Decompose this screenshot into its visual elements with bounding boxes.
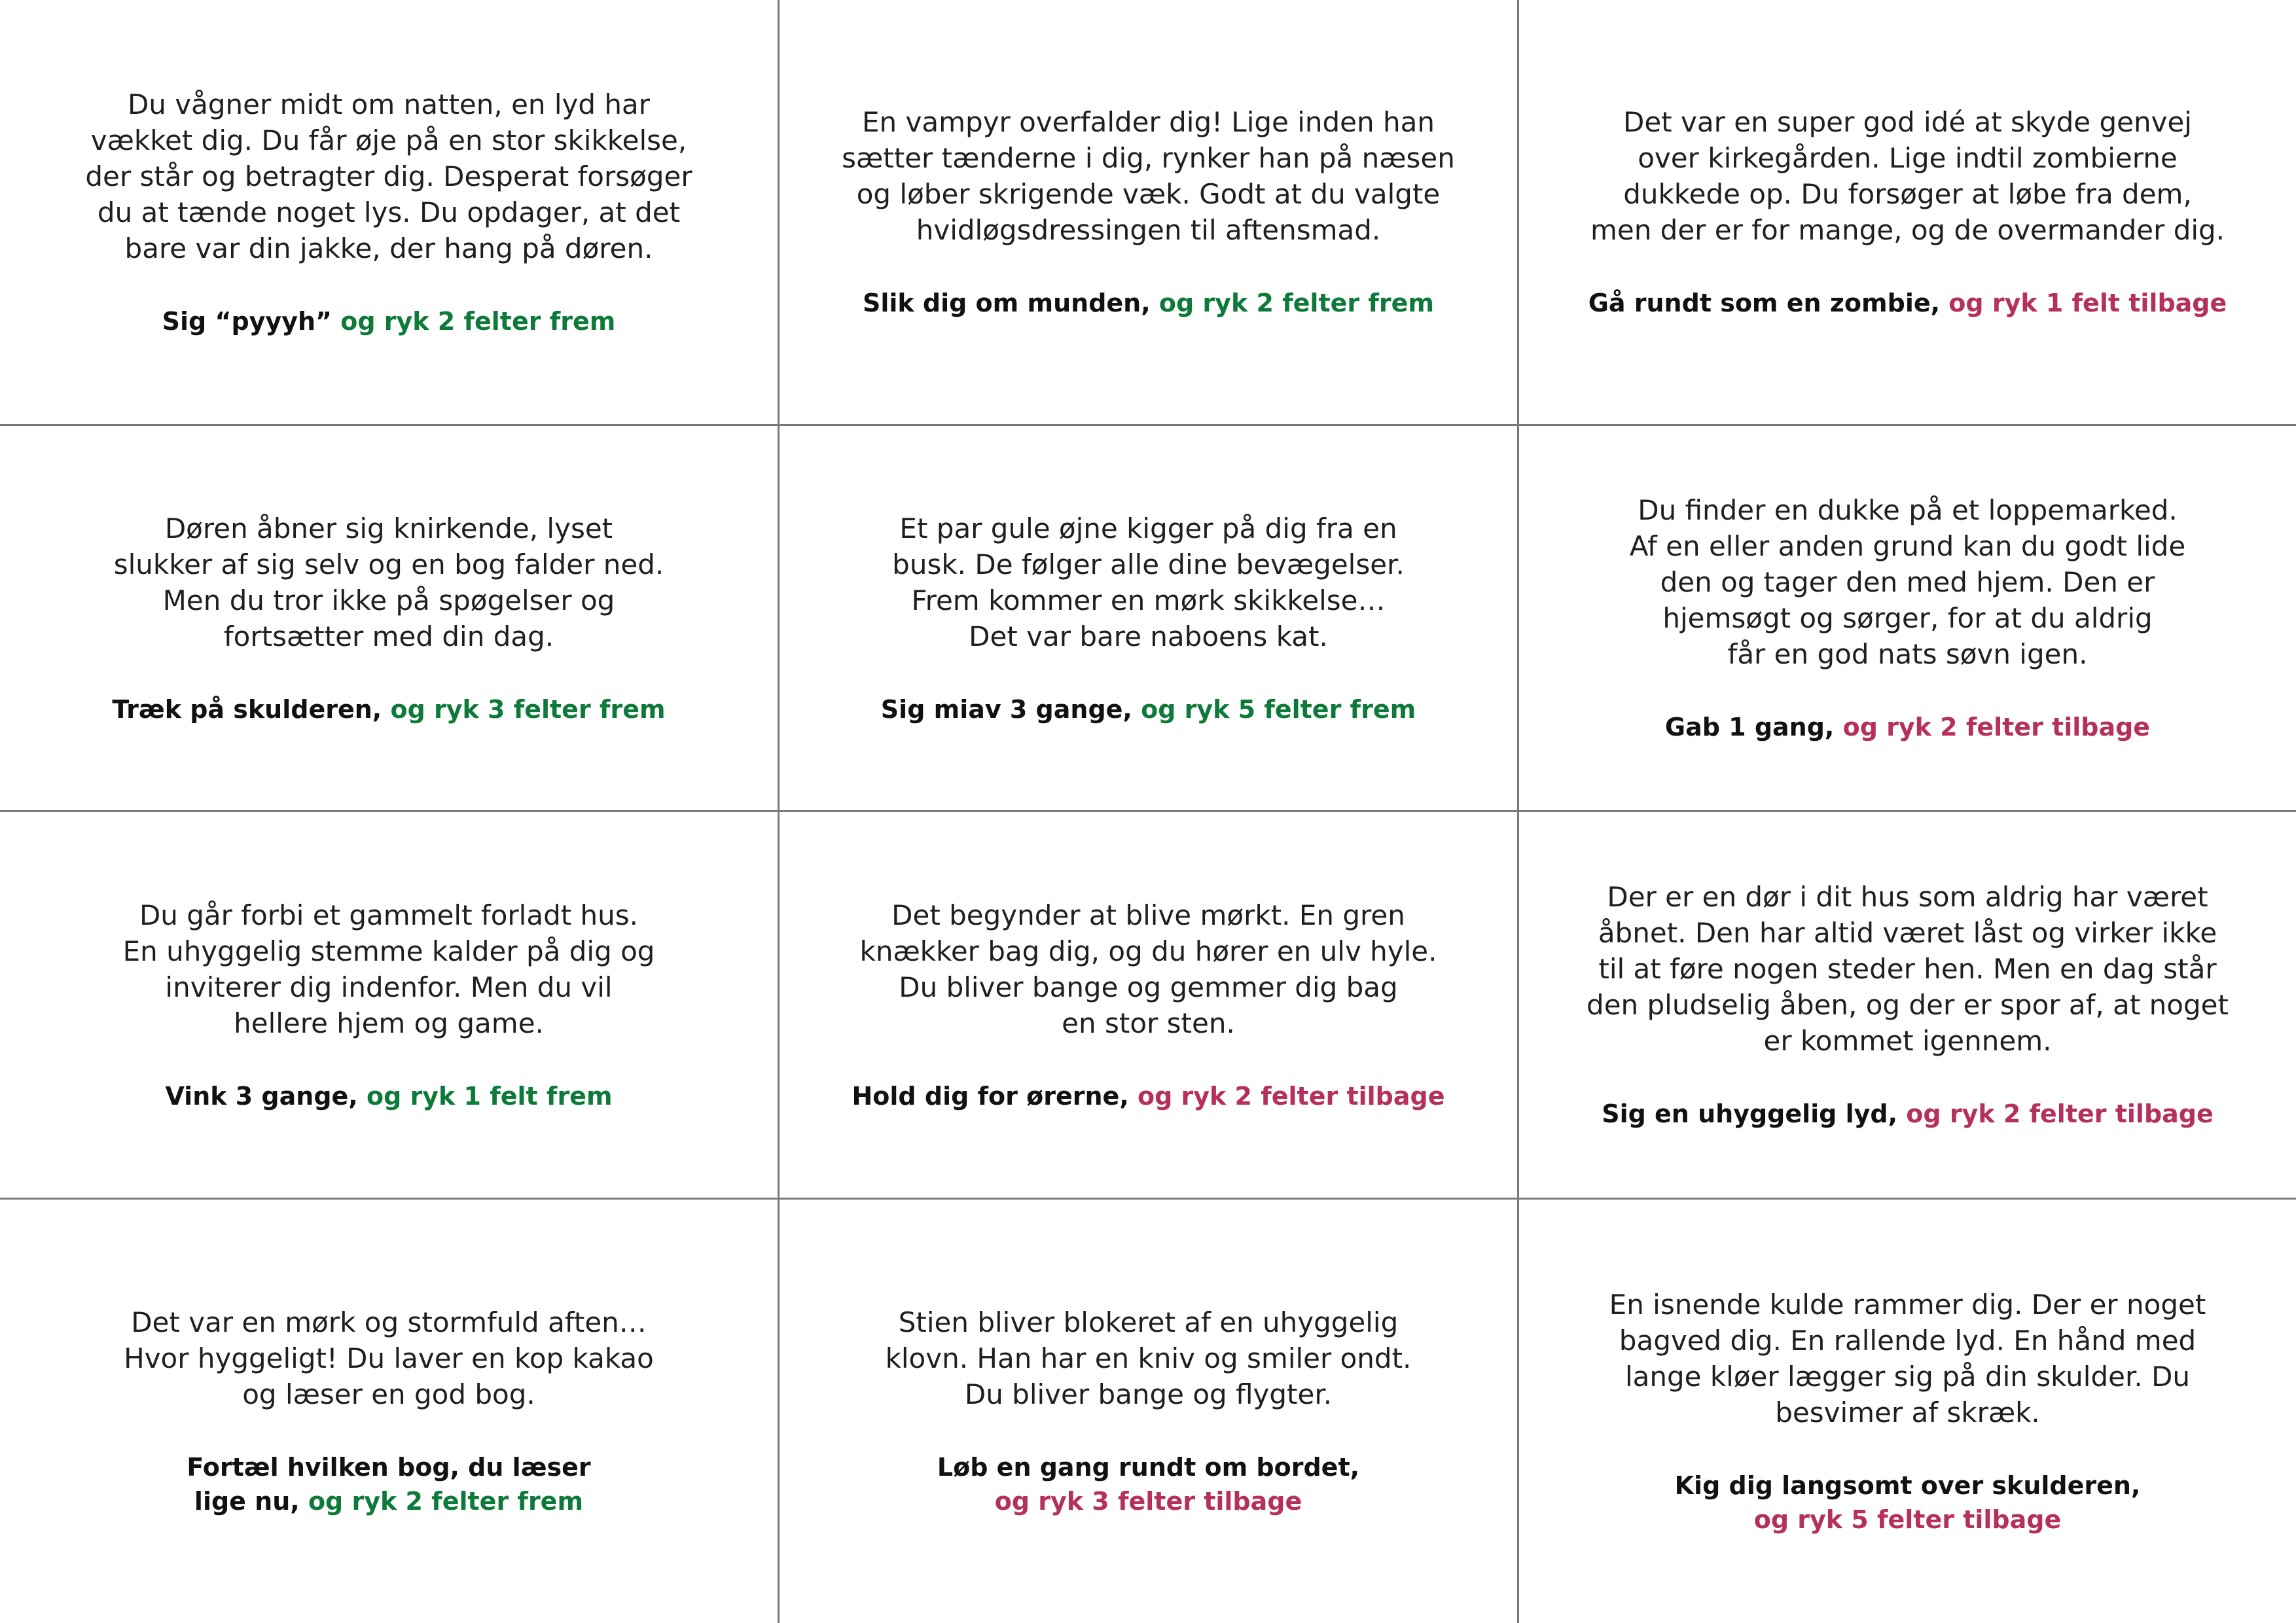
card-content — [1519, 104, 2296, 320]
move-forward-text: og ryk 1 felt frem — [366, 1081, 613, 1111]
card — [0, 426, 778, 810]
card-story — [0, 1304, 778, 1412]
story-line: Det var en super god idé at skyde genvej — [1623, 106, 2192, 138]
card-content — [780, 1304, 1517, 1518]
story-line: bare var din jakke, der hang på døren. — [124, 232, 653, 264]
story-line: Det var en mørk og stormfuld aften… — [131, 1306, 647, 1338]
move-forward-text: og ryk 2 felter frem — [308, 1487, 584, 1516]
story-line: men der er for mange, og de overmander dig. — [1590, 214, 2225, 246]
card-content — [0, 86, 778, 338]
story-line: En vampyr overfalder dig! Lige inden han — [862, 106, 1435, 138]
card — [1519, 0, 2296, 424]
story-line: og løber skrigende væk. Godt at du valgte — [856, 178, 1441, 210]
story-line: Du bliver bange og flygter. — [964, 1378, 1333, 1410]
card-story — [1519, 492, 2296, 672]
task-text: Hold dig for ørerne, — [852, 1081, 1138, 1111]
card-content — [0, 510, 778, 726]
card — [1519, 426, 2296, 810]
story-line: En uhyggelig stemme kalder på dig og — [122, 935, 655, 967]
story-line: dukkede op. Du forsøger at løbe fra dem, — [1623, 178, 2192, 210]
move-back-text: og ryk 2 felter tilbage — [1906, 1099, 2214, 1128]
card-story — [0, 510, 778, 654]
card-instruction — [0, 304, 778, 338]
card-instruction — [780, 692, 1517, 726]
card-instruction — [0, 1079, 778, 1113]
instruction-line — [0, 1484, 778, 1518]
move-back-text: og ryk 2 felter tilbage — [1842, 713, 2151, 741]
card-instruction — [1519, 286, 2296, 320]
card-instruction — [1519, 710, 2296, 744]
instruction-line — [0, 692, 778, 726]
task-text: Løb en gang rundt om bordet, — [937, 1453, 1360, 1482]
instruction-line — [1519, 1503, 2296, 1537]
story-line: over kirkegården. Lige indtil zombierne — [1638, 142, 2178, 174]
card — [780, 426, 1517, 810]
task-text: Træk på skulderen, — [112, 694, 391, 724]
story-line: fortsætter med din dag. — [223, 620, 554, 652]
instruction-line — [1519, 1469, 2296, 1503]
card-story — [780, 104, 1517, 248]
story-line: Du finder en dukke på et loppemarked. — [1638, 494, 2178, 526]
card — [780, 0, 1517, 424]
instruction-line — [0, 1079, 778, 1113]
story-line: klovn. Han har en kniv og smiler ondt. — [885, 1342, 1412, 1374]
card-instruction — [1519, 1469, 2296, 1537]
task-text: Sig miav 3 gange, — [880, 694, 1141, 724]
card-story — [0, 86, 778, 266]
story-line: er kommet igennem. — [1763, 1025, 2052, 1057]
story-line: til at føre nogen steder hen. Men en dag står — [1598, 953, 2217, 985]
story-line: Du går forbi et gammelt forladt hus. — [139, 899, 639, 931]
card-story — [0, 897, 778, 1041]
story-line: den og tager den med hjem. Den er — [1660, 566, 2155, 598]
story-line: knækker bag dig, og du hører en ulv hyle. — [859, 935, 1437, 967]
instruction-line — [780, 1484, 1517, 1518]
story-line: vækket dig. Du får øje på en stor skikkelse, — [90, 124, 687, 156]
card-story — [1519, 879, 2296, 1059]
story-line: Hvor hyggeligt! Du laver en kop kakao — [124, 1342, 654, 1374]
card-content — [0, 1304, 778, 1518]
card-content — [1519, 1287, 2296, 1537]
story-line: den pludselig åben, og der er spor af, at noget — [1587, 989, 2229, 1021]
move-back-text: og ryk 2 felter tilbage — [1137, 1081, 1445, 1111]
card — [1519, 812, 2296, 1198]
move-back-text: og ryk 3 felter tilbage — [994, 1487, 1302, 1516]
story-line: Du vågner midt om natten, en lyd har — [127, 88, 651, 120]
card-story — [780, 897, 1517, 1041]
story-line: Stien bliver blokeret af en uhyggelig — [898, 1306, 1399, 1338]
story-line: Af en eller anden grund kan du godt lide — [1629, 530, 2186, 562]
task-text: Fortæl hvilken bog, du læser — [187, 1453, 591, 1482]
story-line: hellere hjem og game. — [234, 1007, 544, 1039]
card-content — [0, 897, 778, 1113]
instruction-line — [1519, 286, 2296, 320]
card — [1519, 1200, 2296, 1623]
card-content — [780, 104, 1517, 320]
story-line: inviterer dig indenfor. Men du vil — [165, 971, 613, 1003]
card-content — [1519, 879, 2296, 1131]
story-line: Du bliver bange og gemmer dig bag — [899, 971, 1398, 1003]
move-forward-text: og ryk 2 felter frem — [1158, 289, 1434, 317]
move-forward-text: og ryk 5 felter frem — [1141, 694, 1416, 724]
task-text: lige nu, — [194, 1487, 308, 1516]
card-content — [780, 897, 1517, 1113]
story-line: hjemsøgt og sørger, for at du aldrig — [1662, 602, 2153, 634]
story-line: sætter tænderne i dig, rynker han på næsen — [842, 142, 1455, 174]
instruction-line — [0, 304, 778, 338]
card-instruction — [780, 1450, 1517, 1518]
story-line: du at tænde noget lys. Du opdager, at det — [97, 196, 681, 228]
card-instruction — [0, 1450, 778, 1518]
story-line: Det begynder at blive mørkt. En gren — [891, 899, 1405, 931]
instruction-line — [780, 286, 1517, 320]
instruction-line — [1519, 710, 2296, 744]
story-line: åbnet. Den har altid været låst og virker ikke — [1598, 917, 2217, 949]
card-content — [780, 510, 1517, 726]
story-line: hvidløgsdressingen til aftensmad. — [916, 214, 1381, 246]
story-line: besvimer af skræk. — [1775, 1396, 2040, 1429]
card-instruction — [1519, 1097, 2296, 1131]
story-line: slukker af sig selv og en bog falder ned. — [113, 548, 664, 580]
card-instruction — [0, 692, 778, 726]
task-text: Sig “pyyyh” — [162, 306, 341, 336]
instruction-line — [780, 692, 1517, 726]
card-content — [1519, 492, 2296, 744]
story-line: busk. De følger alle dine bevægelser. — [892, 548, 1405, 580]
story-line: Frem kommer en mørk skikkelse… — [911, 584, 1386, 616]
move-back-text: og ryk 1 felt tilbage — [1948, 289, 2227, 317]
card — [780, 1200, 1517, 1623]
task-text: Kig dig langsomt over skulderen, — [1674, 1471, 2141, 1500]
story-line: Men du tror ikke på spøgelser og — [162, 584, 615, 616]
move-forward-text: og ryk 3 felter frem — [390, 694, 666, 724]
card-story — [780, 510, 1517, 654]
task-text: Sig en uhyggelig lyd, — [1602, 1099, 1907, 1128]
card-story — [780, 1304, 1517, 1412]
instruction-line — [1519, 1097, 2296, 1131]
story-line: får en god nats søvn igen. — [1727, 638, 2088, 670]
task-text: Gab 1 gang, — [1664, 713, 1843, 741]
story-line: lange kløer lægger sig på din skulder. Du — [1624, 1360, 2191, 1393]
task-text: Vink 3 gange, — [165, 1081, 367, 1111]
story-line: En isnende kulde rammer dig. Der er noget — [1609, 1288, 2206, 1321]
move-forward-text: og ryk 2 felter frem — [340, 306, 616, 336]
story-line: og læser en god bog. — [242, 1378, 535, 1410]
card — [0, 812, 778, 1198]
card-instruction — [780, 286, 1517, 320]
task-text: Gå rundt som en zombie, — [1588, 289, 1949, 317]
move-back-text: og ryk 5 felter tilbage — [1753, 1505, 2062, 1534]
card — [0, 1200, 778, 1623]
instruction-line — [780, 1450, 1517, 1484]
instruction-line — [780, 1079, 1517, 1113]
card-instruction — [780, 1079, 1517, 1113]
story-line: Det var bare naboens kat. — [969, 620, 1328, 652]
story-line: Der er en dør i dit hus som aldrig har været — [1607, 881, 2208, 913]
card-story — [1519, 104, 2296, 248]
card-story — [1519, 1287, 2296, 1431]
card — [780, 812, 1517, 1198]
story-line: en stor sten. — [1062, 1007, 1235, 1039]
story-line: der står og betragter dig. Desperat forsøger — [85, 160, 692, 192]
story-line: Et par gule øjne kigger på dig fra en — [899, 512, 1397, 544]
story-line: bagved dig. En rallende lyd. En hånd med — [1619, 1324, 2197, 1357]
story-line: Døren åbner sig knirkende, lyset — [164, 512, 613, 544]
task-text: Slik dig om munden, — [862, 289, 1159, 317]
instruction-line — [0, 1450, 778, 1484]
card — [0, 0, 778, 424]
